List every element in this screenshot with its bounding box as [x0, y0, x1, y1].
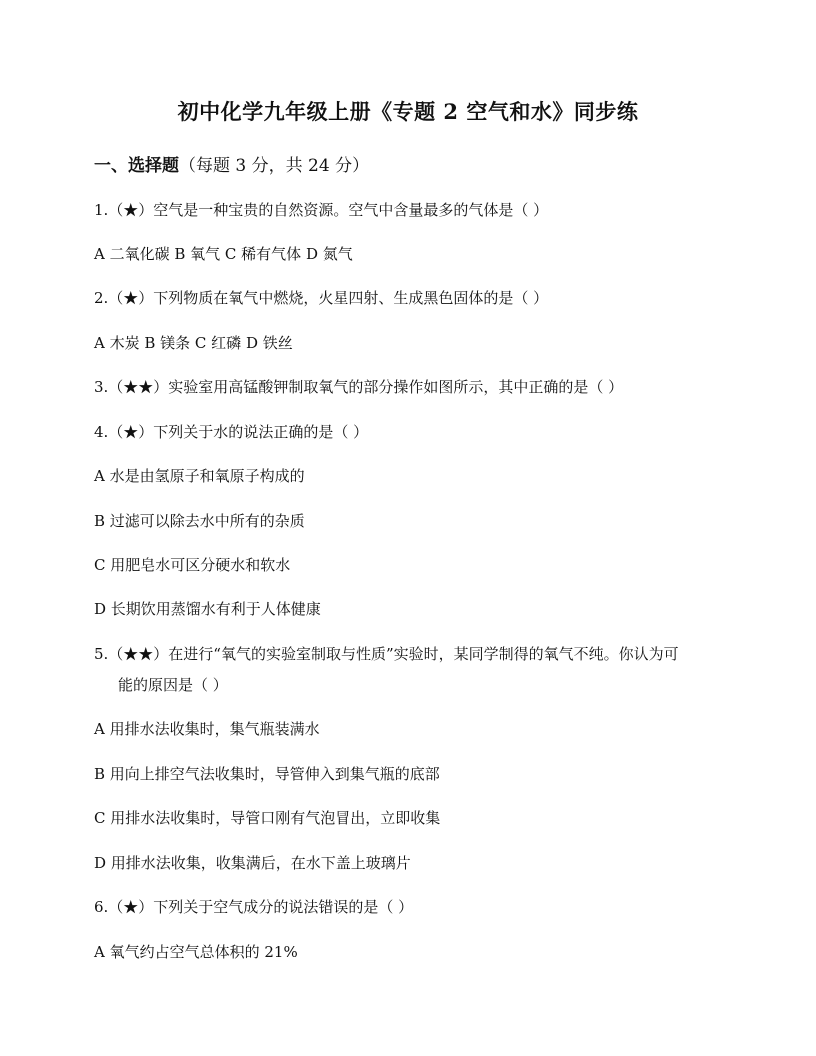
question-5-option-c: C 用排水法收集时，导管口刚有气泡冒出，立即收集	[94, 809, 441, 827]
section-heading: 一、选择题	[94, 156, 179, 176]
question-2-stem: 2.（★）下列物质在氧气中燃烧，火星四射、生成黑色固体的是（ ）	[94, 289, 549, 307]
question-4-option-c: C 用肥皂水可区分硬水和软水	[94, 556, 291, 574]
question-4-option-d: D 长期饮用蒸馏水有利于人体健康	[94, 600, 321, 618]
section-heading-row	[94, 151, 369, 176]
question-3-stem: 3.（★★）实验室用高锰酸钾制取氧气的部分操作如图所示，其中正确的是（ ）	[94, 378, 624, 396]
question-5-stem-continued: 能的原因是（ ）	[118, 676, 228, 694]
question-5-option-b: B 用向上排空气法收集时，导管伸入到集气瓶的底部	[94, 765, 440, 783]
question-6-stem: 6.（★）下列关于空气成分的说法错误的是（ ）	[94, 898, 414, 916]
question-6-option-a: A 氧气约占空气总体积的 21%	[94, 943, 298, 961]
section-note: （每题 3 分，共 24 分）	[179, 156, 370, 176]
question-5-option-d: D 用排水法收集，收集满后，在水下盖上玻璃片	[94, 854, 411, 872]
question-5-option-a: A 用排水法收集时，集气瓶装满水	[94, 720, 320, 738]
question-5-stem: 5.（★★）在进行“氧气的实验室制取与性质”实验时，某同学制得的氧气不纯。你认为可	[94, 645, 679, 663]
question-1-options: A 二氧化碳 B 氧气 C 稀有气体 D 氮气	[94, 245, 353, 263]
question-1-stem: 1.（★）空气是一种宝贵的自然资源。空气中含量最多的气体是（ ）	[94, 201, 549, 219]
question-4-option-a: A 水是由氢原子和氧原子构成的	[94, 467, 305, 485]
question-4-stem: 4.（★）下列关于水的说法正确的是（ ）	[94, 423, 369, 441]
question-4-option-b: B 过滤可以除去水中所有的杂质	[94, 512, 305, 530]
document-title: 初中化学九年级上册《专题 2 空气和水》同步练	[177, 99, 639, 124]
question-2-options: A 木炭 B 镁条 C 红磷 D 铁丝	[94, 334, 293, 352]
